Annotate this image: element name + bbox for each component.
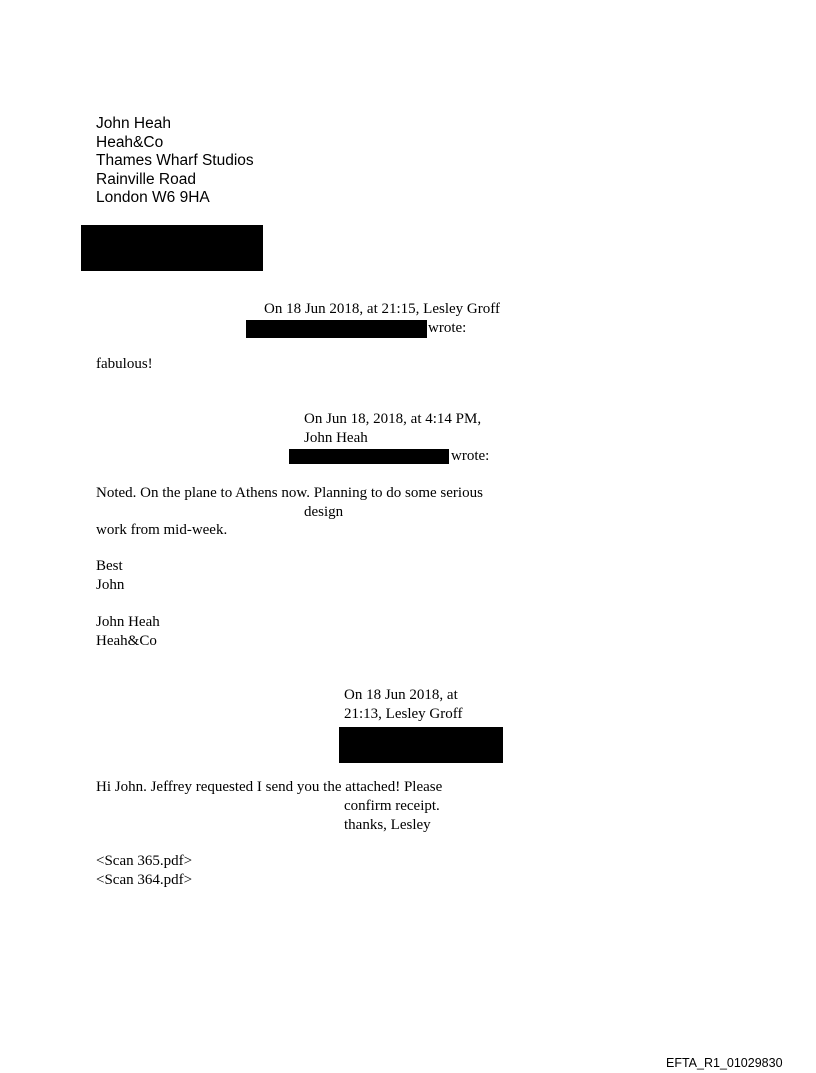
reply-3-line3: thanks, Lesley	[344, 817, 431, 833]
signature-block	[96, 115, 254, 208]
reply-3-line2: confirm receipt.	[344, 798, 440, 814]
reply-1-text: fabulous!	[96, 356, 153, 372]
quote-header-2-line2: John Heah	[304, 430, 368, 446]
redaction-box	[246, 320, 427, 338]
signature-name: John Heah	[96, 115, 171, 132]
reply-3-line1: Hi John. Jeffrey requested I send you the attached! Please	[96, 779, 443, 795]
quote-header-3-line2: 21:13, Lesley Groff	[344, 706, 463, 722]
reply-2-line1: Noted. On the plane to Athens now. Planning to do some serious	[96, 485, 483, 501]
signature-company: Heah&Co	[96, 133, 164, 151]
signature-address-line2: Rainville Road	[96, 170, 196, 188]
quote-header-1-line1: On 18 Jun 2018, at 21:15, Lesley Groff	[264, 301, 500, 317]
redaction-box	[339, 727, 503, 763]
redaction-box	[81, 225, 263, 271]
reply-2-line2: design	[304, 504, 344, 520]
signature-address-line3: London W6 9HA	[96, 189, 210, 206]
document-id: EFTA_R1_01029830	[666, 1056, 783, 1070]
email-signature-company: Heah&Co	[96, 633, 157, 649]
email-signature-name: John Heah	[96, 614, 160, 630]
signature-address-line1: Thames Wharf Studios	[96, 152, 254, 169]
attachment-name: <Scan 364.pdf>	[96, 872, 193, 888]
quote-header-3-line1: On 18 Jun 2018, at	[344, 687, 458, 703]
quote-header-1-wrote: wrote:	[428, 320, 467, 336]
signoff-best: Best	[96, 558, 123, 574]
quote-header-2-line1: On Jun 18, 2018, at 4:14 PM,	[304, 411, 482, 427]
quote-header-2-wrote: wrote:	[451, 448, 490, 464]
reply-2-line3: work from mid-week.	[96, 522, 228, 538]
redaction-box	[289, 449, 449, 464]
attachment-name: <Scan 365.pdf>	[96, 853, 193, 869]
signoff-name: John	[96, 577, 125, 593]
